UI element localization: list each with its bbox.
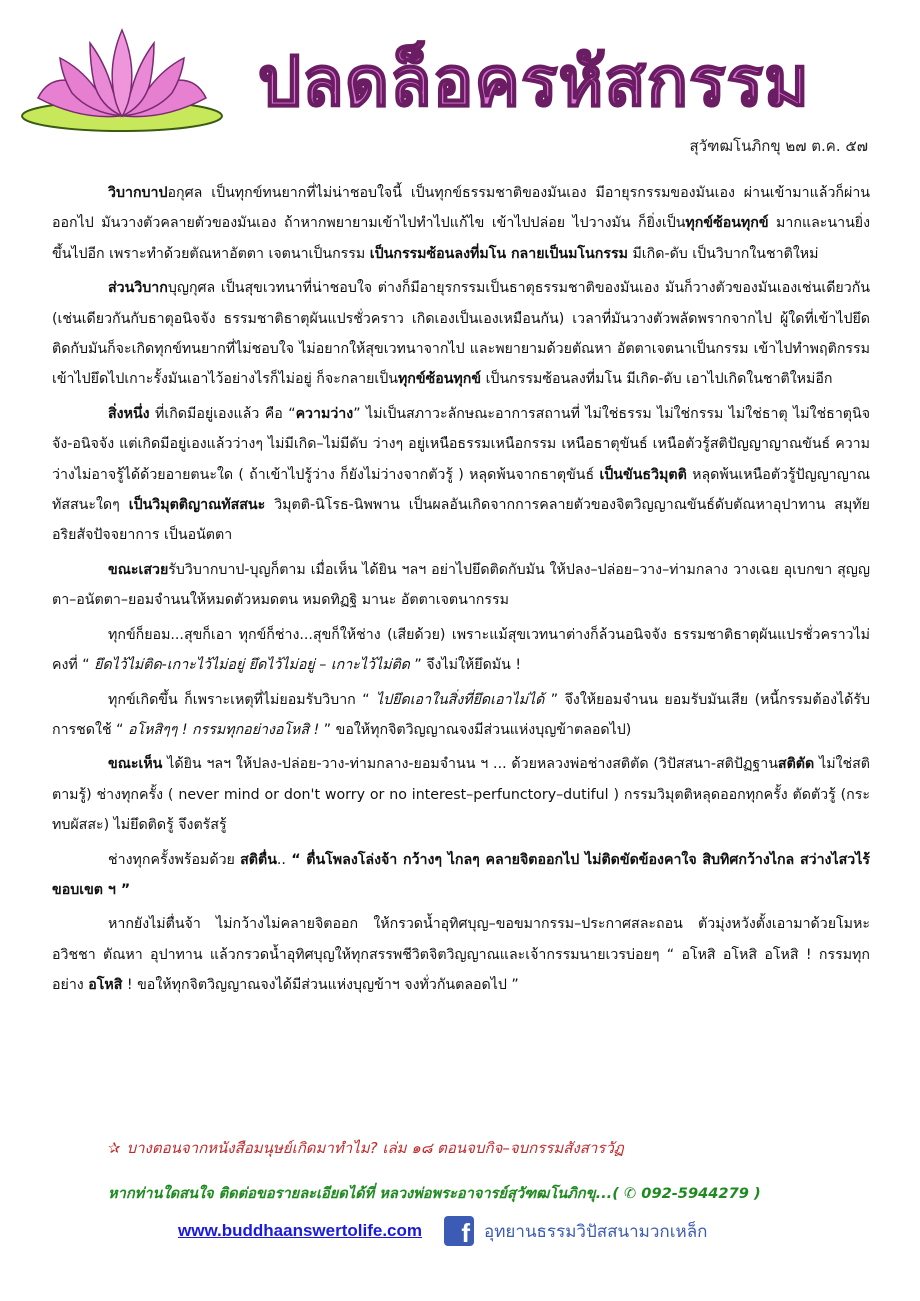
bold-text: ส่วนวิบาก [108, 280, 168, 297]
bold-text: ทุกข์ซ้อนทุกข์ [685, 215, 769, 232]
text-span: ” ขอให้ทุกจิตวิญญาณจงมีส่วนแห่งบุญข้าตลอดไป) [319, 721, 632, 738]
bold-text: เป็นขันธวิมุตติ [599, 466, 687, 483]
facebook-icon[interactable]: f [444, 1216, 474, 1246]
text-span: ที่เกิดมีอยู่เองแล้ว คือ “ [149, 405, 296, 422]
text-span: วิมุตติ-นิโรธ-นิพพาน เป็นผลอันเกิดจากการคลายตัวของจิตวิญญาณขันธ์ดับตัณหาอุปาทาน สมุทัย อริยสัจปัจจยาการ เป็นอนัตตา [52, 497, 870, 544]
bold-text: สติตื่น [240, 851, 277, 868]
text-span: เป็นกรรมซ้อนลงที่มโน มีเกิด-ดับ เอาไปเกิดในชาติใหม่อีก [481, 371, 833, 388]
contact-line: หากท่านใดสนใจ ติดต่อขอรายละเอียดได้ที่ หลวงพ่อพระอาจารย์สุวัฑฒโนภิกขุ...( ✆ 092-5944279 ) [108, 1185, 761, 1202]
paragraph [52, 555, 870, 616]
text-span: มากและนานยิ่งขึ้นไปอีก เพราะทำด้วยตัณหาอัตตา เจตนาเป็นกรรม [52, 215, 871, 262]
italic-text: ยึดไว้ไม่ติด-เกาะไว้ไม่อยู่ ยึดไว้ไม่อยู่ – เกาะไว้ไม่ติด [94, 657, 410, 674]
text-span: หากยังไม่ตื่นจ้า ไม่กว้างไม่คลายจิตออก ให้กรวดน้ำอุทิศบุญ–ขอขมากรรม–ประกาศสละถอน ตัวมุ่งหวังตั้งเอามาด้วยโมหะ อวิชชา ตัณหา อุปาทาน แล้วกรวดน้ำอุทิศบุญให้ทุกสรรพชีวิตจิตวิญญาณและเจ้ากรรมนายเวรบ่อยๆ “ อโหสิ อโหสิ อโหสิ ! กรรมทุกอย่าง [52, 916, 870, 994]
italic-text: ไปยึดเอาในสิ่งที่ยึดเอาไม่ได้ [376, 691, 545, 708]
source-note [108, 1136, 624, 1160]
paragraph [52, 749, 870, 840]
bold-text: ความว่าง [295, 405, 354, 422]
text-span: ช่างทุกครั้งพร้อมด้วย [108, 851, 241, 868]
bold-text: เป็นวิมุตติญาณทัสสนะ [128, 497, 266, 514]
text-span: หลุดพ้นเหนือตัวรู้ปัญญาญาณทัสสนะใดๆ [52, 466, 870, 514]
bold-text: วิบากบาป [108, 185, 168, 201]
text-span: ” ไม่เป็นสภาวะลักษณะอาการสถานที่ ไม่ใช่ธรรม ไม่ใช่กรรม ไม่ใช่ธาตุ ไม่ใช่ธาตุนิจจัง-อนิจจัง แต่เกิดมีอยู่เองแล้วว่างๆ ไม่มีเกิด–ไม่มีดับ ว่างๆ อยู่เหนือธรรมเหนือกรรม เหนือธาตุขันธ์ เหนือตัวรู้สติปัญญาญาณขันธ์ ความว่างไม่อาจรู้ได้ด้วยอายตนะใด ( ถ้าเข้าไปรู้ว่าง ก็ยังไม่ว่างจากตัวรู้ ) หลุดพ้นจากธาตุขันธ์ [52, 405, 871, 483]
text-span: ไม่ใช่สติตามรู้) ช่างทุกครั้ง ( never mind or don't worry or no interest–perfunctory–dutiful ) กรรมวิมุตติหลุดออกทุกครั้ง ตัดตัวรู้ (กระทบผัสสะ) ไม่ยึดติดรู้ จึงตรัสรู้ [52, 756, 870, 834]
page-title: ปลดล็อครหัสกรรม [258, 42, 810, 122]
bold-text: “ ตื่นโพลงโล่งจ้า กว้างๆ ไกลๆ คลายจิตออกไป ไม่ติดขัดข้องคาใจ สิบทิศกว้างไกล สว่างไสวไร้ขอบเขต ฯ ” [52, 851, 870, 898]
bold-text: สติตัด [777, 756, 815, 773]
bold-text: ทุกข์ซ้อนทุกข์ [397, 371, 482, 388]
links-row [178, 1216, 707, 1246]
paragraph [52, 845, 870, 906]
paragraph [52, 620, 870, 681]
article-body [52, 178, 870, 1001]
source-text: บางตอนจากหนังสือมนุษย์เกิดมาทำไม? เล่ม ๑๘ ตอนจบกิจ–จบกรรมสังสารวัฏ [126, 1139, 624, 1157]
author-date: สุวัฑฒโนภิกขุ ๒๗ ต.ค. ๕๗ [689, 137, 868, 155]
paragraph [52, 909, 870, 1000]
text-span: ! ขอให้ทุกจิตวิญญาณจงได้มีส่วนแห่งบุญข้าฯ จงทั่วกันตลอดไป ” [122, 977, 519, 994]
paragraph [52, 399, 870, 551]
text-span: ” จึงให้ยอมจำนน ยอมรับมันเสีย (หนี้กรรมต้องได้รับการชดใช้ “ [52, 691, 870, 738]
text-span: ทุกข์เกิดขึ้น ก็เพราะเหตุที่ไม่ยอมรับวิบาก “ [108, 691, 377, 708]
bold-text: สิ่งหนึ่ง [108, 405, 150, 422]
paragraph [52, 273, 870, 395]
facebook-page-link[interactable]: อุทยานธรรมวิปัสสนามวกเหล็ก [484, 1221, 708, 1242]
website-link[interactable]: www.buddhaanswertolife.com [178, 1221, 423, 1240]
star-icon: ✰ [108, 1139, 121, 1157]
text-span: มีเกิด-ดับ เป็นวิบากในชาติใหม่ [627, 245, 819, 262]
lotus-icon [20, 28, 225, 133]
italic-text: อโหสิๆๆ ! กรรมทุกอย่างอโหสิ ! [127, 721, 320, 738]
text-span: .. [276, 851, 292, 868]
text-span: บุญกุศล เป็นสุขเวทนาที่น่าชอบใจ ต่างก็มีอายุรกรรมเป็นธาตุธรรมชาติของมันเอง มันก็วางตัวของมันเองเช่นเดียวกัน (เช่นเดียวกันกับธาตุอนิจจัง ธรรมชาติธาตุผันแปรชั่วคราว เกิดเองเป็นเองเหมือนกัน) เวลาที่มันวางตัวพลัดพรากจากไป ผู้ใดที่เข้าไปยึดติดกับมันก็จะเกิดทุกข์ทนยากที่ไม่ชอบใจ ไม่อยากให้สุขเวทนาจากไป และพยายามด้วยตัณหา อัตตาเจตนาเป็นกรรม เข้าไปทำพฤติกรรม เข้าไปยึดไปเกาะรั้งมันเอาไว้อย่างไรก็ไม่อยู่ ก็จะกลายเป็น [52, 280, 870, 388]
text-span: รับวิบากบาป-บุญก็ตาม เมื่อเห็น ได้ยิน ฯลฯ อย่าไปยึดติดกับมัน ให้ปลง–ปล่อย–วาง–ท่ามกลาง วางเฉย อุเบกขา สุญญตา–อนัตตา–ยอมจำนนให้หมดตัวหมดตน หมดทิฏฐิ มานะ อัตตาเจตนากรรม [52, 561, 870, 609]
bold-text: ขณะเห็น [108, 756, 163, 773]
paragraph [52, 685, 870, 746]
paragraph [52, 178, 870, 269]
bold-text: ขณะเสวย [108, 561, 169, 578]
text-span: ทุกข์ก็ยอม...สุขก็เอา ทุกข์ก็ช่าง...สุขก็ให้ช่าง (เสียด้วย) เพราะแม้สุขเวทนาต่างก็ล้วนอนิจจัง ธรรมชาติธาตุผันแปรชั่วคราวไม่คงที่ “ [52, 626, 870, 674]
text-span: ได้ยิน ฯลฯ ให้ปลง-ปล่อย-วาง-ท่ามกลาง-ยอมจำนน ฯ ... ด้วยหลวงพ่อช่างสติตัด (วิปัสสนา-สติปัฏฐาน [162, 756, 778, 773]
bold-text: อโหสิ [88, 977, 123, 994]
text-span: อกุศล เป็นทุกข์ทนยากที่ไม่น่าชอบใจนี้ เป็นทุกข์ธรรมชาติของมันเอง มีอายุรกรรมของมันเอง ผ่านเข้ามาแล้วก็ผ่านออกไป มันวางตัวคลายตัวของมันเอง ถ้าหากพยายามเข้าไปทำไปแก้ไข เข้าไปปล่อย ไปวางมัน ก็ยิ่งเป็น [52, 185, 870, 232]
text-span: ” จึงไม่ให้ยึดมัน ! [409, 657, 522, 674]
bold-text: เป็นกรรมซ้อนลงที่มโน กลายเป็นมโนกรรม [369, 245, 628, 262]
